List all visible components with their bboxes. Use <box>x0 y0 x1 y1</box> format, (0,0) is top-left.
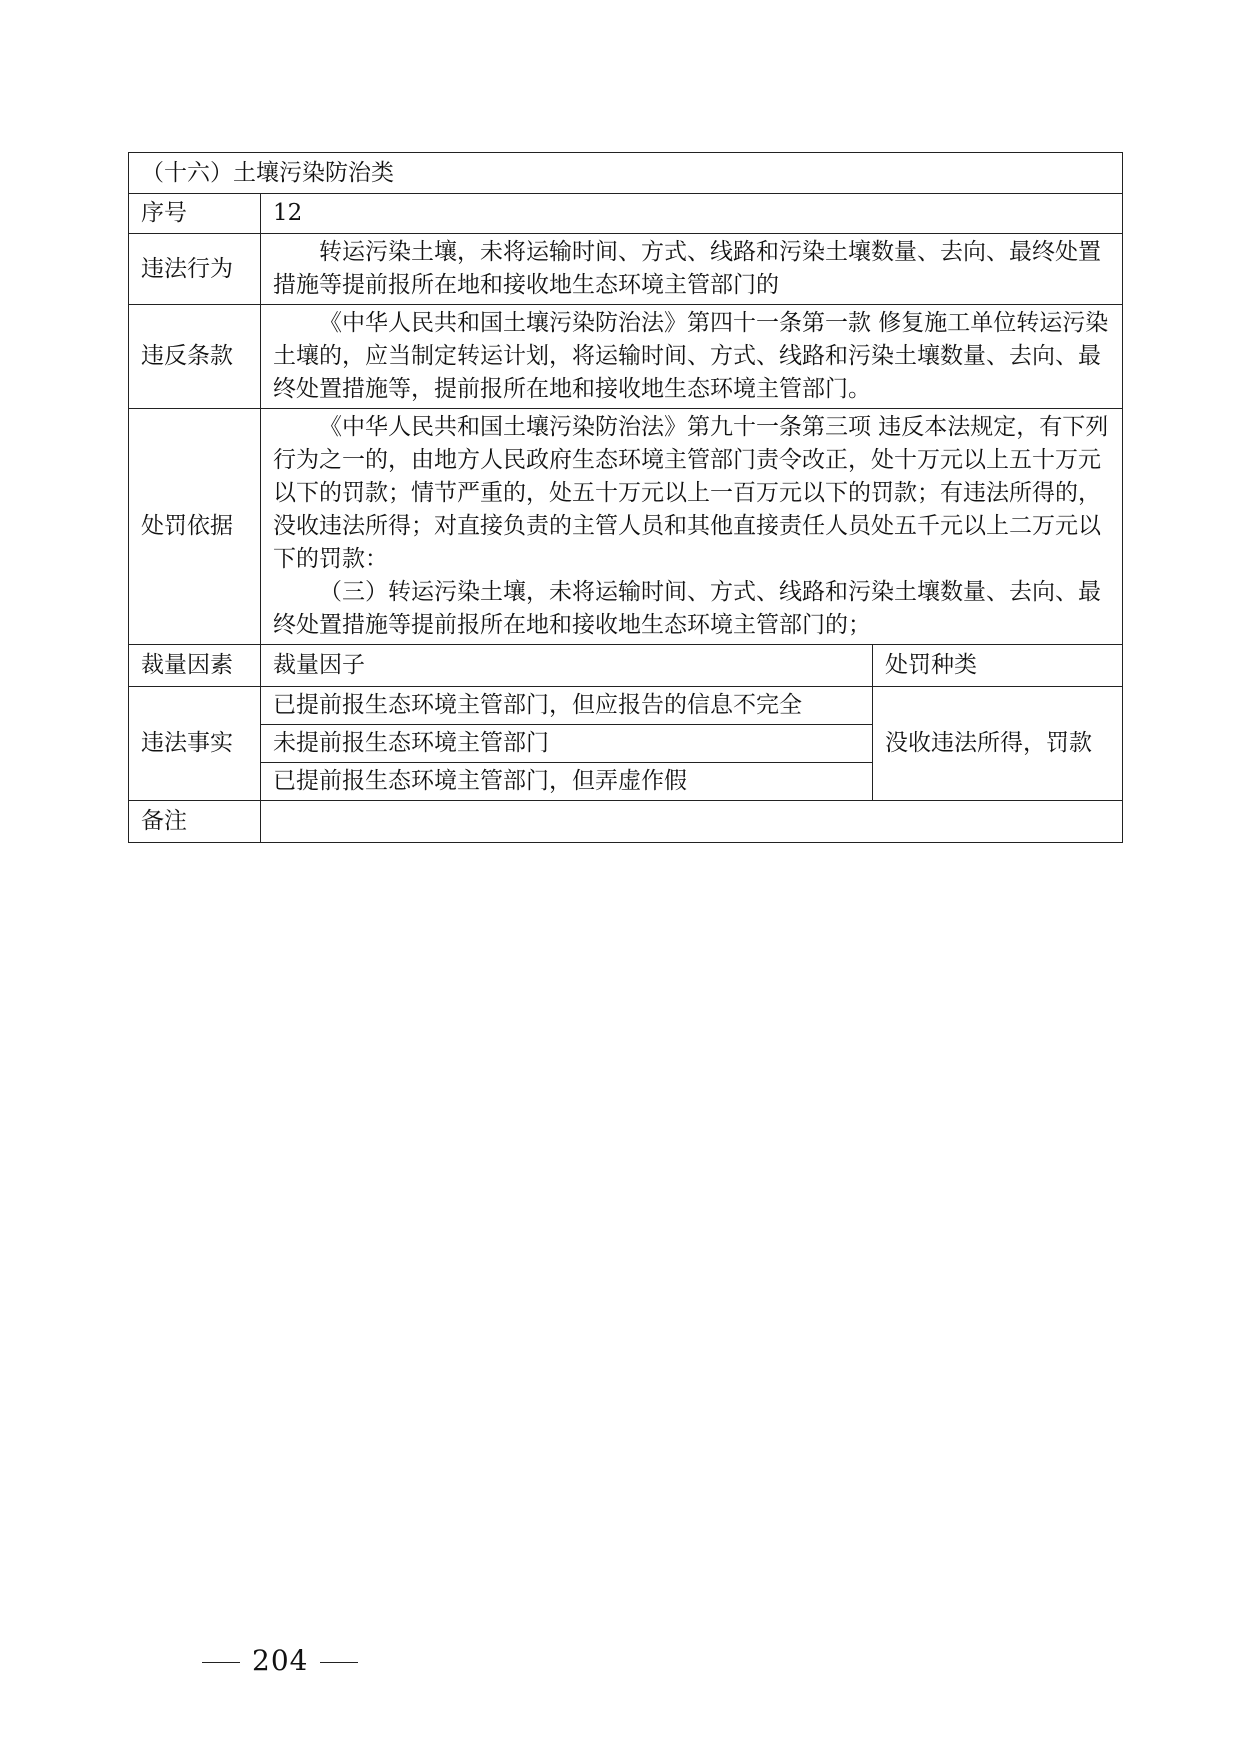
serial-label: 序号 <box>129 194 261 234</box>
penalty-type: 没收违法所得，罚款 <box>873 687 1123 801</box>
serial-row <box>129 194 1123 234</box>
fact-item: 未提前报生态环境主管部门 <box>261 725 873 763</box>
basis-item: （三）转运污染土壤，未将运输时间、方式、线路和污染土壤数量、去向、最终处置措施等提前报所在地和接收地生态环境主管部门的； <box>273 579 1101 638</box>
serial-value: 12 <box>261 194 1123 234</box>
fact-item: 已提前报生态环境主管部门，但应报告的信息不完全 <box>261 687 873 725</box>
page-number: 204 <box>252 1644 309 1677</box>
fact-item: 已提前报生态环境主管部门，但弄虚作假 <box>261 763 873 801</box>
basis-label: 处罚依据 <box>129 409 261 645</box>
factor-label: 裁量因素 <box>129 645 261 687</box>
violation-label: 违法行为 <box>129 234 261 305</box>
violation-row <box>129 234 1123 305</box>
factor-header-row <box>129 645 1123 687</box>
violation-text: 转运污染土壤，未将运输时间、方式、线路和污染土壤数量、去向、最终处置措施等提前报所在地和接收地生态环境主管部门的 <box>273 239 1101 298</box>
footer-dash-right <box>320 1662 358 1663</box>
factor-column-header: 裁量因子 <box>261 645 873 687</box>
clause-text: 《中华人民共和国土壤污染防治法》第四十一条第一款 修复施工单位转运污染土壤的，应当制定转运计划，将运输时间、方式、线路和污染土壤数量、去向、最终处置措施等，提前报所在地和接收地生态环境主管部门。 <box>273 310 1109 402</box>
penalty-table <box>128 152 1123 843</box>
remarks-value <box>261 801 1123 843</box>
remarks-label: 备注 <box>129 801 261 843</box>
facts-label: 违法事实 <box>129 687 261 801</box>
clause-label: 违反条款 <box>129 305 261 409</box>
basis-row <box>129 409 1123 645</box>
violation-cell <box>261 234 1123 305</box>
footer-dash-left <box>202 1662 240 1663</box>
category-title: （十六）土壤污染防治类 <box>129 153 1123 194</box>
page-footer <box>190 1644 370 1677</box>
basis-cell <box>261 409 1123 645</box>
remarks-row <box>129 801 1123 843</box>
clause-cell <box>261 305 1123 409</box>
basis-text: 《中华人民共和国土壤污染防治法》第九十一条第三项 违反本法规定，有下列行为之一的，由地方人民政府生态环境主管部门责令改正，处十万元以上五十万元以下的罚款；情节严重的，处五十万元以上一百万元以下的罚款；有违法所得的，没收违法所得；对直接负责的主管人员和其他直接责任人员处五千元以上二万元以下的罚款： <box>273 414 1109 572</box>
penalty-column-header: 处罚种类 <box>873 645 1123 687</box>
clause-row <box>129 305 1123 409</box>
fact-row <box>129 687 1123 725</box>
category-row <box>129 153 1123 194</box>
